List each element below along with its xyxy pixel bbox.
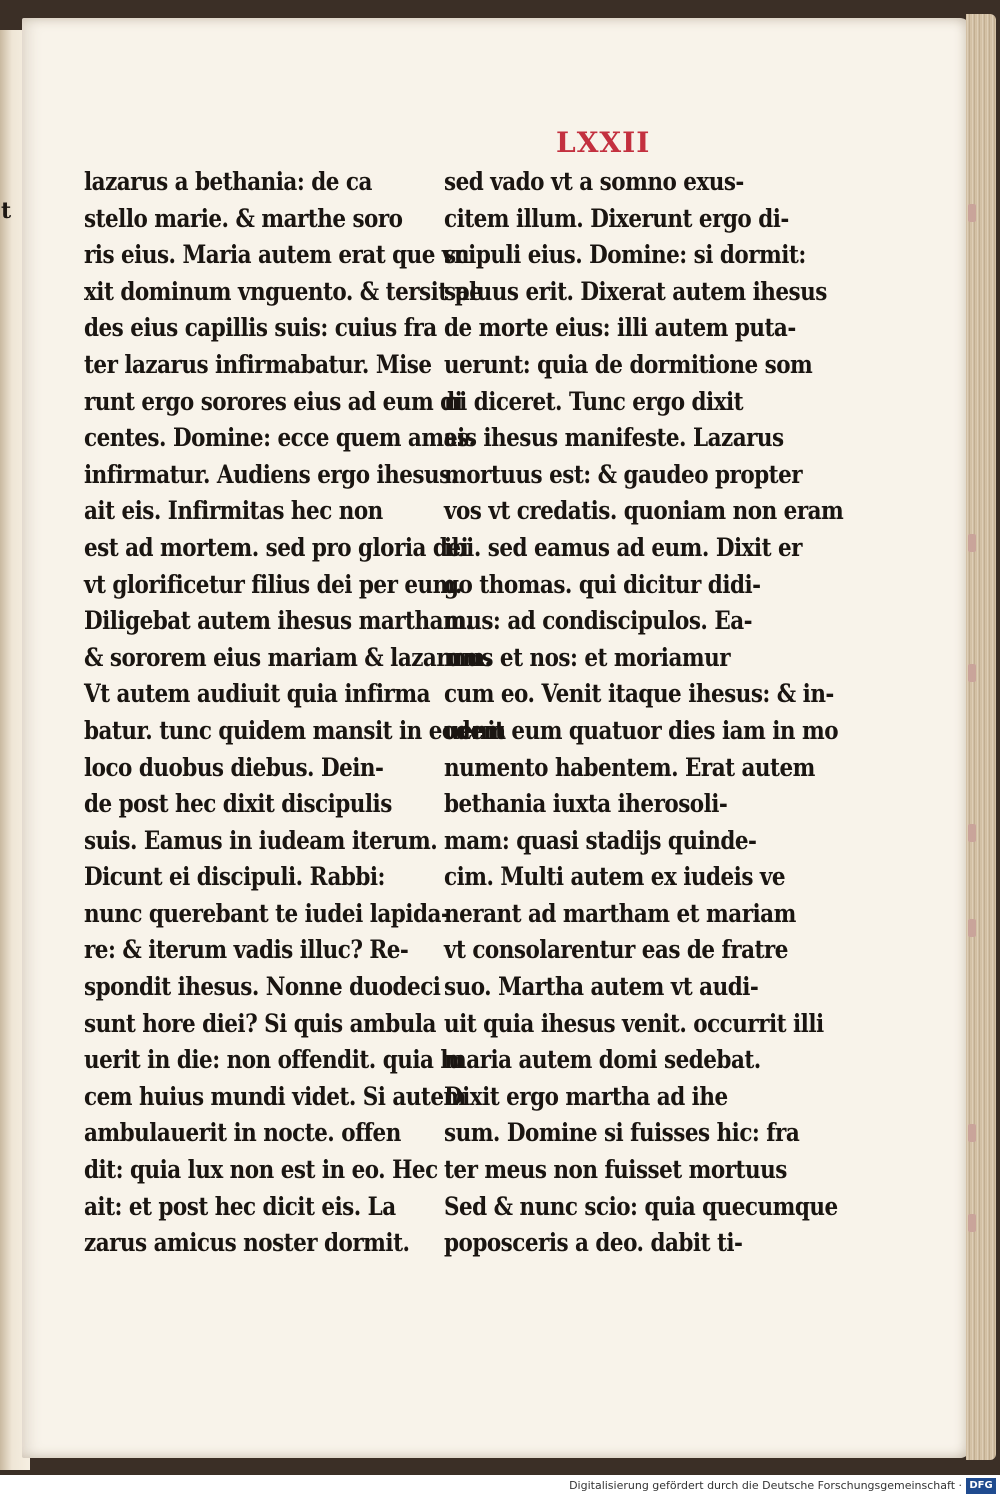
- text-line: vos vt credatis. quoniam non eram: [444, 496, 844, 526]
- text-line: de morte eius: illi autem puta-: [444, 313, 796, 343]
- text-line: sed vado vt a somno exus-: [444, 167, 744, 196]
- text-line: cum eo. Venit itaque ihesus: & in-: [444, 679, 834, 709]
- text-line: ibi. sed eamus ad eum. Dixit er: [444, 532, 802, 562]
- text-line: lazarus a bethania: de ca: [84, 167, 372, 196]
- page-tab: [968, 824, 976, 842]
- text-line: re: & iterum vadis illuc? Re-: [84, 935, 409, 965]
- text-line: bethania iuxta iherosoli-: [444, 789, 728, 819]
- text-line: sunt hore diei? Si quis ambula: [84, 1008, 436, 1038]
- text-line: scipuli eius. Domine: si dormit:: [444, 240, 806, 270]
- text-line: & sororem eius mariam & lazarum.: [84, 642, 492, 672]
- text-line: est ad mortem. sed pro gloria dei: [84, 532, 469, 562]
- text-line: ait eis. Infirmitas hec non: [84, 496, 383, 526]
- text-line: Vt autem audiuit quia infirma: [84, 679, 431, 709]
- text-line: cem huius mundi videt. Si autem: [84, 1081, 466, 1111]
- text-line: vt glorificetur filius dei per eum.: [84, 569, 462, 599]
- text-line: des eius capillis suis: cuius fra: [84, 313, 437, 343]
- text-line: dit: quia lux non est in eo. Hec: [84, 1155, 438, 1185]
- text-line: Dixit ergo martha ad ihe: [444, 1081, 728, 1111]
- text-line: ait: et post hec dicit eis. La: [84, 1191, 396, 1221]
- text-line: saluus erit. Dixerat autem ihesus: [444, 276, 827, 306]
- text-line: centes. Domine: ecce quem amas.: [84, 423, 476, 453]
- text-column-right: [444, 164, 844, 1262]
- text-line: loco duobus diebus. Dein-: [84, 752, 384, 782]
- text-line: infirmatur. Audiens ergo ihesus.: [84, 459, 458, 489]
- text-fragment: t: [1, 198, 12, 224]
- text-line: vt consolarentur eas de fratre: [444, 935, 788, 965]
- page-tab: [968, 1124, 976, 1142]
- page-tab: [968, 204, 976, 222]
- text-line: Diligebat autem ihesus martham.: [84, 606, 473, 636]
- text-line: Sed & nunc scio: quia quecumque: [444, 1191, 838, 1221]
- text-line: uerunt: quia de dormitione som: [444, 349, 813, 379]
- text-line: suis. Eamus in iudeam iterum.: [84, 825, 438, 855]
- dfg-logo: DFG: [966, 1478, 996, 1494]
- text-line: spondit ihesus. Nonne duodeci: [84, 972, 441, 1002]
- text-line: ambulauerit in nocte. offen: [84, 1118, 401, 1148]
- text-line: uerit in die: non offendit. quia lu: [84, 1045, 464, 1075]
- text-line: batur. tunc quidem mansit in eodem: [84, 715, 506, 745]
- text-line: cim. Multi autem ex iudeis ve: [444, 862, 786, 892]
- page-tab: [968, 534, 976, 552]
- text-line: uenit eum quatuor dies iam in mo: [444, 715, 839, 745]
- text-line: Dicunt ei discipuli. Rabbi:: [84, 862, 385, 892]
- text-line: ni diceret. Tunc ergo dixit: [444, 386, 744, 416]
- text-line: ter lazarus infirmabatur. Mise: [84, 349, 432, 379]
- page-tab: [968, 1214, 976, 1232]
- text-line: numento habentem. Erat autem: [444, 752, 815, 782]
- funding-credit: Digitalisierung gefördert durch die Deutsche Forschungsgemeinschaft ·: [569, 1479, 962, 1492]
- page-tab: [968, 664, 976, 682]
- text-line: citem illum. Dixerunt ergo di-: [444, 203, 789, 233]
- text-line: nunc querebant te iudei lapida-: [84, 898, 450, 928]
- text-line: nerant ad martham et mariam: [444, 898, 796, 928]
- text-line: maria autem domi sedebat.: [444, 1045, 761, 1075]
- text-line: mam: quasi stadijs quinde-: [444, 825, 757, 855]
- text-line: eis ihesus manifeste. Lazarus: [444, 423, 784, 453]
- footer-bar: [0, 1475, 1000, 1498]
- text-line: mortuus est: & gaudeo propter: [444, 459, 803, 489]
- text-line: ris eius. Maria autem erat que vn: [84, 240, 469, 270]
- text-line: zarus amicus noster dormit.: [84, 1228, 410, 1258]
- text-line: runt ergo sorores eius ad eum di: [84, 386, 463, 416]
- text-line: mus: ad condiscipulos. Ea-: [444, 606, 753, 636]
- text-line: uit quia ihesus venit. occurrit illi: [444, 1008, 824, 1038]
- folio-number: LXXII: [556, 126, 651, 159]
- text-column-left: [84, 164, 506, 1262]
- page-fore-edge: [966, 14, 996, 1460]
- text-line: stello marie. & marthe soro: [84, 203, 403, 233]
- text-line: de post hec dixit discipulis: [84, 789, 392, 819]
- text-line: mus et nos: et moriamur: [444, 642, 731, 672]
- page-tab: [968, 919, 976, 937]
- text-line: suo. Martha autem vt audi-: [444, 972, 759, 1002]
- text-line: xit dominum vnguento. & tersit pe: [84, 276, 483, 306]
- text-line: poposceris a deo. dabit ti-: [444, 1228, 743, 1258]
- text-line: sum. Domine si fuisses hic: fra: [444, 1118, 800, 1148]
- text-line: ter meus non fuisset mortuus: [444, 1155, 787, 1185]
- text-line: go thomas. qui dicitur didi-: [444, 569, 761, 599]
